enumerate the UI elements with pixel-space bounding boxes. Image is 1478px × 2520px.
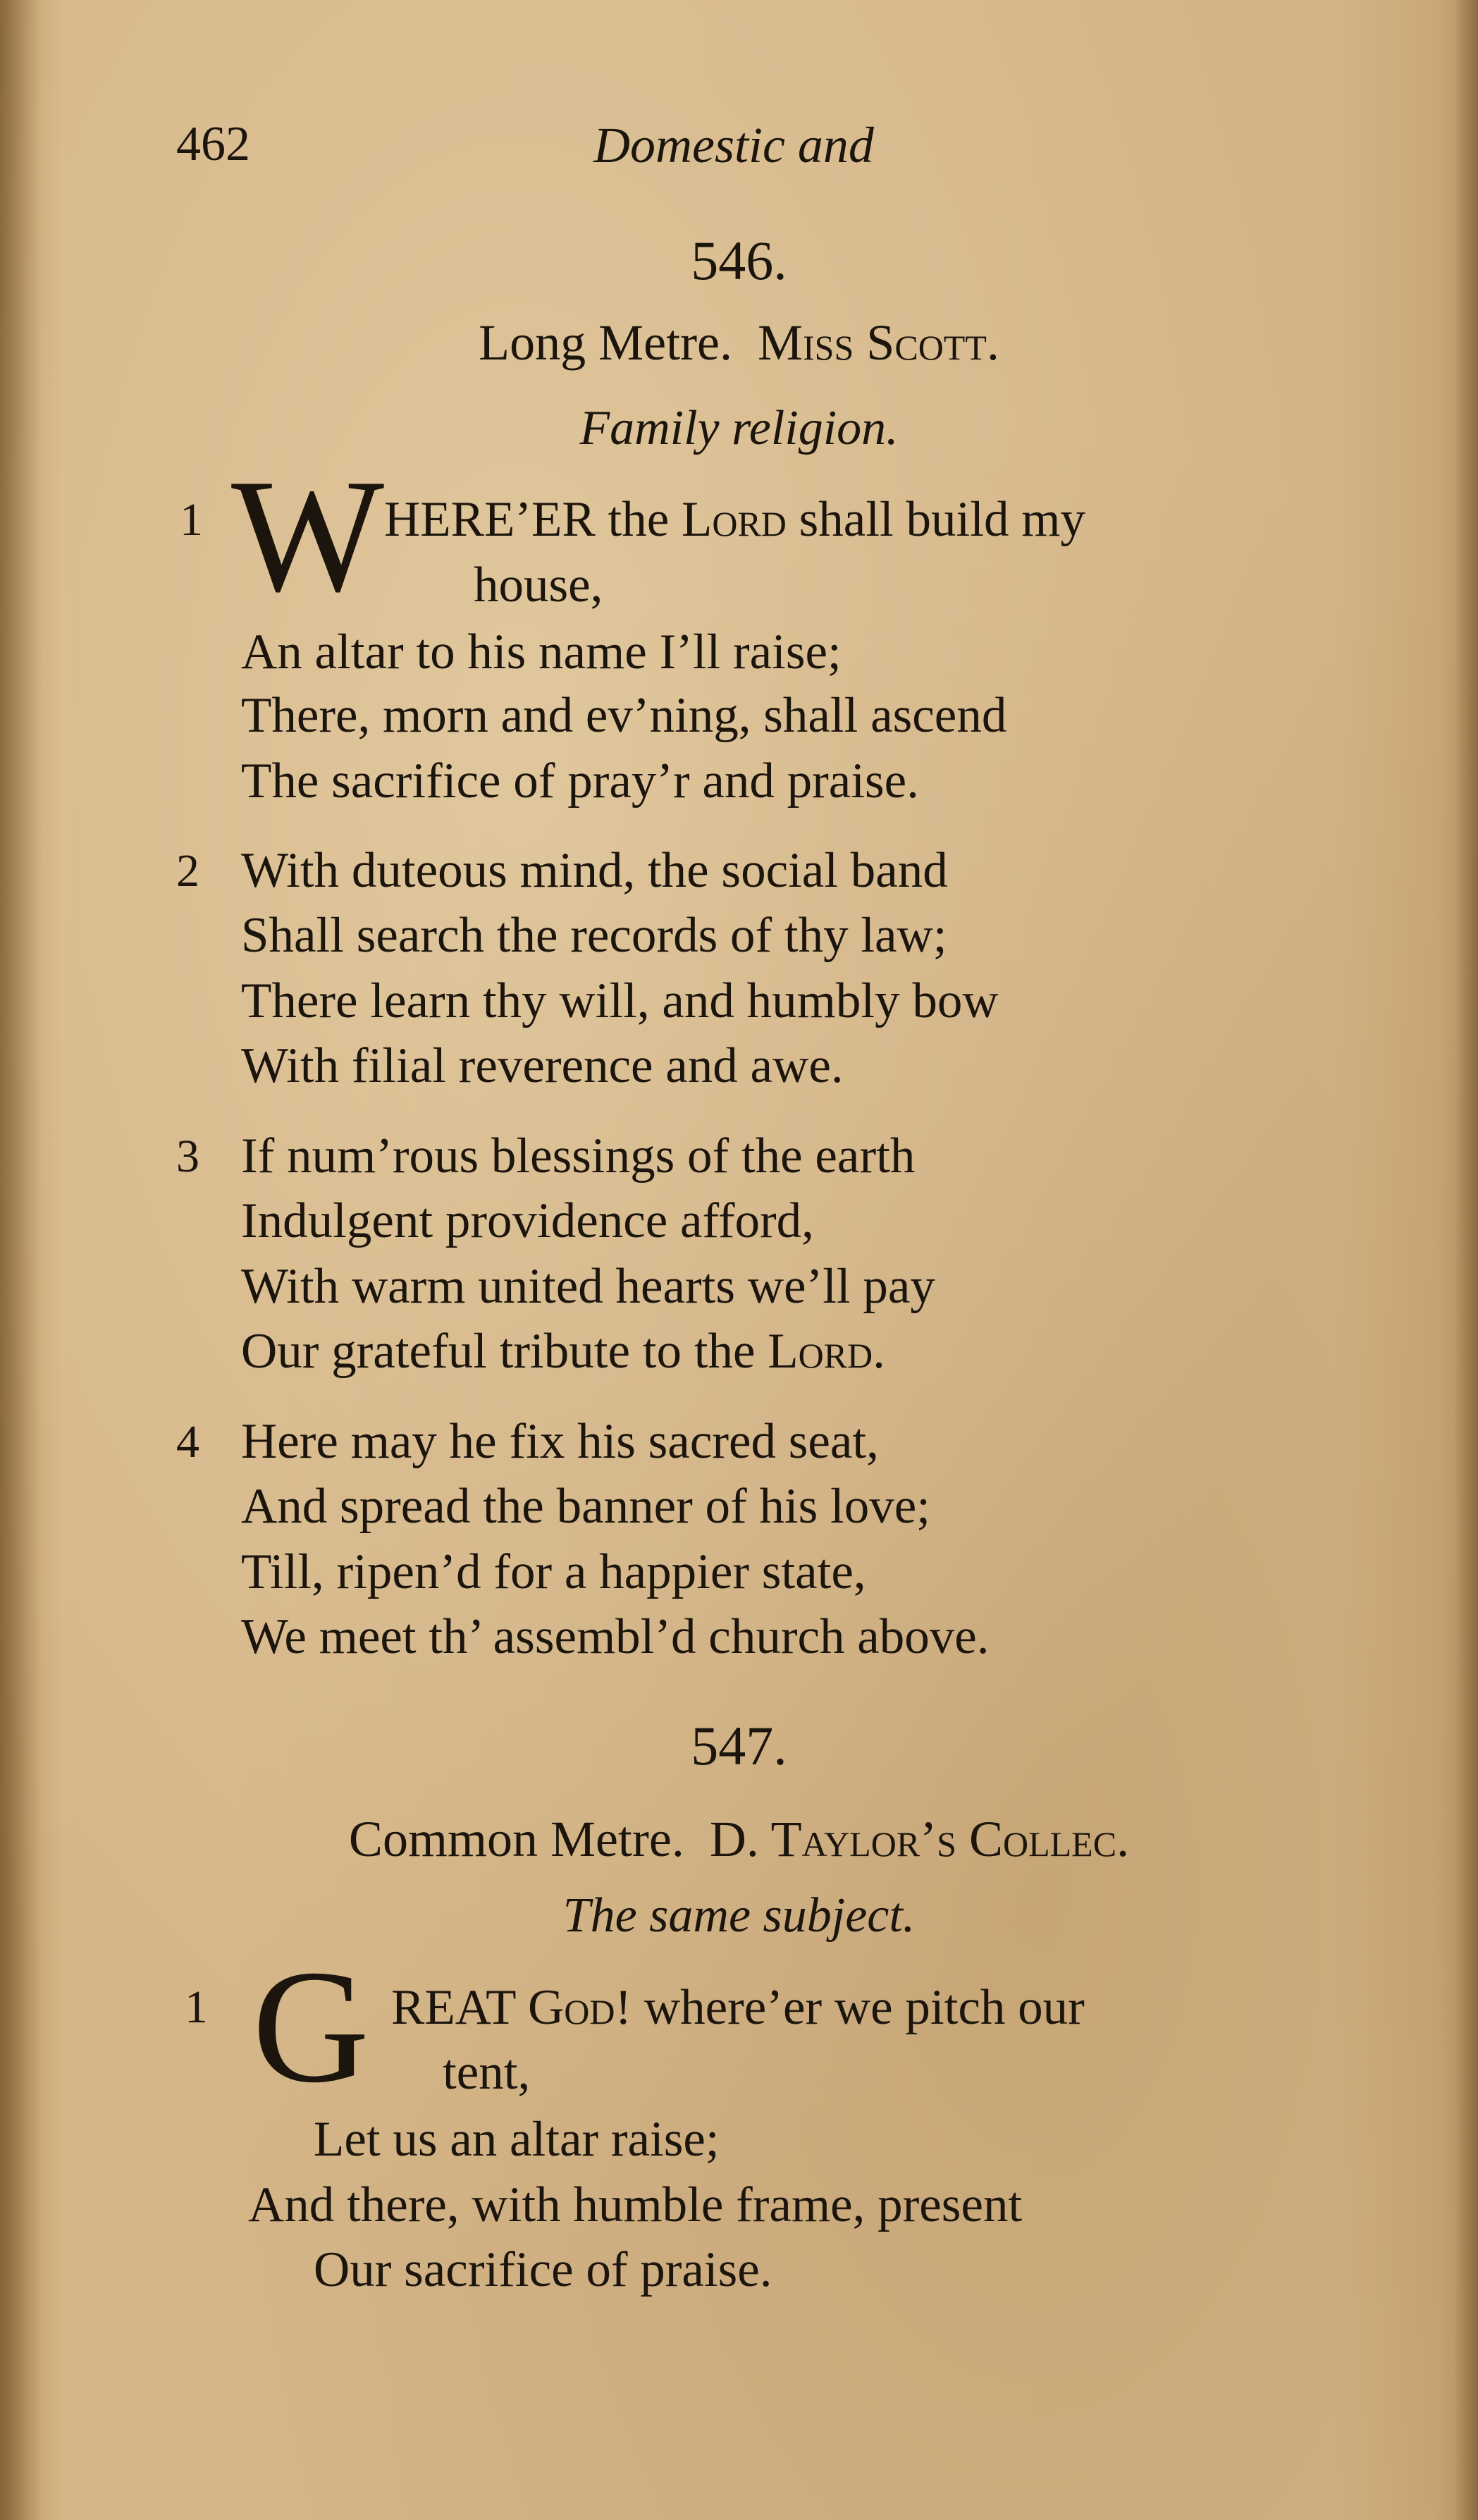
verse-line: Indulgent providence afford,: [241, 1193, 814, 1248]
verse-line: Till, ripen’d for a happier state,: [241, 1544, 866, 1599]
hymn-547-meter: Common Metre.: [348, 1811, 684, 1867]
verse-line: Shall search the records of thy law;: [241, 908, 947, 963]
verse-line: There, morn and ev’ning, shall ascend: [241, 688, 1007, 743]
verse-line: tent,: [443, 2045, 531, 2100]
verse-line: Let us an altar raise;: [314, 2112, 720, 2167]
page-gutter-shadow: [0, 0, 42, 2520]
hymn-546-meter-line: [0, 314, 1478, 372]
verse-line: Our grateful tribute to the Lord.: [241, 1324, 885, 1379]
verse-number: 2: [176, 845, 199, 897]
verse-line: With filial reverence and awe.: [241, 1038, 844, 1093]
verse-number: 1: [180, 494, 203, 546]
verse-line: house,: [474, 558, 603, 613]
hymn-546-author: Miss Scott.: [758, 314, 999, 371]
verse-number: 1: [185, 1981, 208, 2033]
verse-line: With warm united hearts we’ll pay: [241, 1259, 935, 1314]
page-number: 462: [176, 117, 250, 171]
verse-line: Here may he fix his sacred seat,: [241, 1414, 879, 1469]
hymn-546-subject: Family religion.: [579, 401, 899, 455]
hymn-number-547: 547.: [691, 1715, 787, 1776]
verse-line: HERE’ER the Lord shall build my: [384, 492, 1085, 547]
verse-line: We meet th’ assembl’d church above.: [241, 1609, 990, 1664]
running-title: Domestic and: [593, 117, 874, 173]
page-edge-shadow: [1454, 0, 1478, 2520]
verse-line: Our sacrifice of praise.: [314, 2242, 772, 2297]
verse-line: And spread the banner of his love;: [241, 1479, 930, 1534]
hymn-547-subject: The same subject.: [562, 1888, 916, 1943]
drop-cap: G: [252, 1936, 370, 2116]
verse-line: The sacrifice of pray’r and praise.: [241, 754, 919, 809]
hymn-547-author: D. Taylor’s Collec.: [709, 1811, 1130, 1867]
verse-number: 4: [176, 1416, 199, 1468]
verse-line: And there, with humble frame, present: [248, 2177, 1023, 2232]
verse-number: 3: [176, 1131, 199, 1182]
verse-line: An altar to his name I’ll raise;: [241, 625, 842, 680]
verse-line: With duteous mind, the social band: [241, 843, 948, 898]
verse-line: If num’rous blessings of the earth: [241, 1129, 916, 1184]
verse-line: REAT God! where’er we pitch our: [391, 1980, 1085, 2035]
verse-line: There learn thy will, and humbly bow: [241, 973, 999, 1028]
drop-cap: W: [231, 445, 385, 625]
hymn-546-meter: Long Metre.: [479, 314, 733, 371]
hymn-547-meter-line: [0, 1810, 1478, 1869]
hymn-number-546: 546.: [691, 230, 787, 291]
